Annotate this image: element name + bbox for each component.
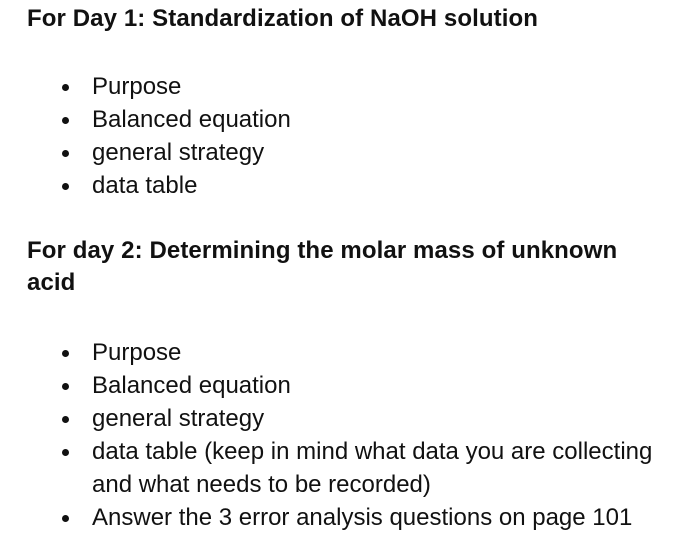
list-item xyxy=(27,402,672,435)
list-item xyxy=(27,369,672,402)
bullet-icon xyxy=(62,183,69,190)
bullet-icon xyxy=(62,449,69,456)
list-item-text: general strategy xyxy=(92,139,265,166)
list-item xyxy=(27,336,672,369)
day2-heading: For day 2: Determining the molar mass of unknown acid xyxy=(27,237,618,296)
day1-list xyxy=(27,70,672,202)
bullet-icon xyxy=(62,150,69,157)
list-item xyxy=(27,435,672,501)
list-item xyxy=(27,103,672,136)
list-item xyxy=(27,70,672,103)
list-item-text: Balanced equation xyxy=(92,372,291,399)
day2-list xyxy=(27,336,672,534)
list-item-text: data table (keep in mind what data you are collecting and what needs to be recorded) xyxy=(92,438,653,498)
list-item xyxy=(27,501,672,534)
bullet-icon xyxy=(62,515,69,522)
list-item xyxy=(27,136,672,169)
list-item-text: general strategy xyxy=(92,405,265,432)
bullet-icon xyxy=(62,383,69,390)
list-item-text: Balanced equation xyxy=(92,106,291,133)
list-item-text: Purpose xyxy=(92,339,182,366)
list-item-text: data table xyxy=(92,172,198,199)
bullet-icon xyxy=(62,350,69,357)
list-item xyxy=(27,169,672,202)
bullet-icon xyxy=(62,84,69,91)
list-item-text: Purpose xyxy=(92,73,182,100)
bullet-icon xyxy=(62,117,69,124)
list-item-text: Answer the 3 error analysis questions on page 101 xyxy=(92,504,633,531)
day1-heading: For Day 1: Standardization of NaOH solution xyxy=(27,5,538,32)
bullet-icon xyxy=(62,416,69,423)
